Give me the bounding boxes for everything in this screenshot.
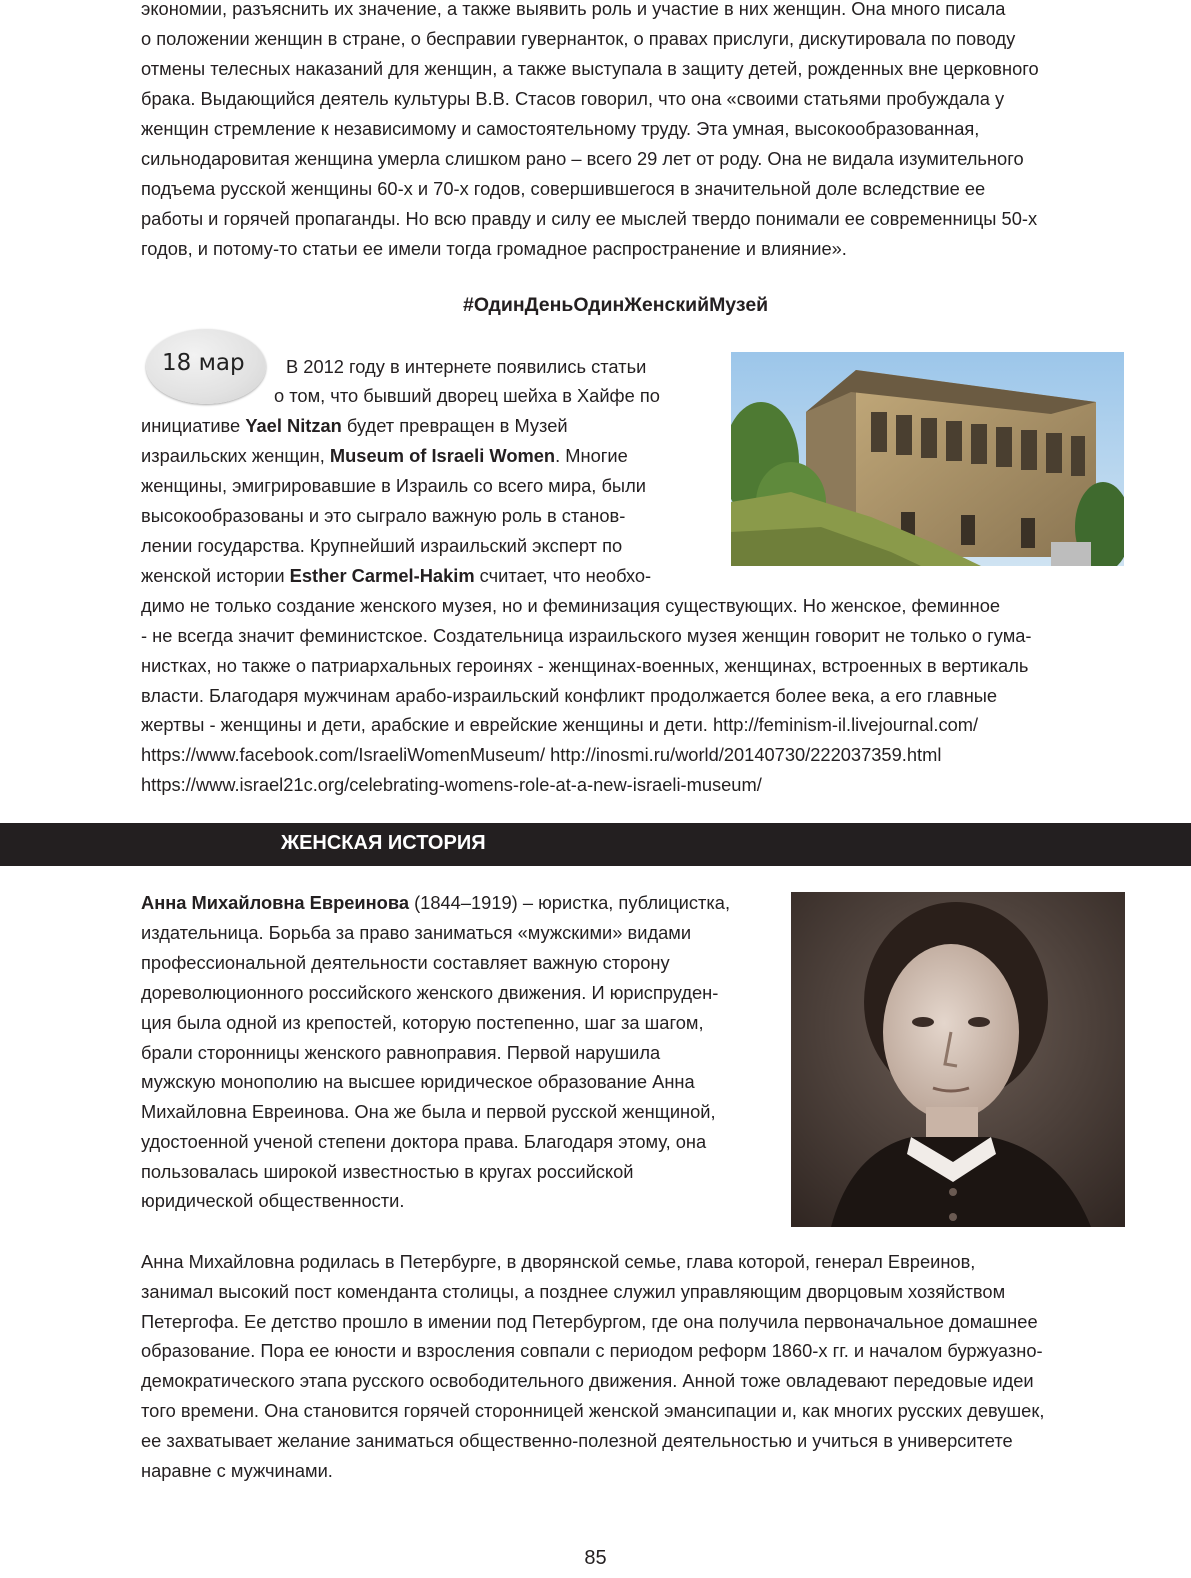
portrait-photo (791, 892, 1125, 1227)
page-number: 85 (584, 1547, 607, 1569)
text-line: подъема русской женщины 60-х и 70-х годов, совершившегося в значительной доле вследствие ее (141, 178, 986, 199)
text-run: (1844–1919) – юристка, публицистка, (409, 892, 731, 913)
text-line: пользовалась широкой известностью в кругах российской (141, 1161, 634, 1182)
text-line: издательница. Борьба за право заниматься «мужскими» видами (141, 922, 692, 943)
text-run: считает, что необхо- (474, 565, 652, 586)
text-line (141, 892, 730, 914)
text-line: о положении женщин в стране, о бесправии гувернанток, о правах прислуги, дискутировала по поводу (141, 28, 1016, 49)
hashtag-heading: #ОдинДеньОдинЖенскийМузей (463, 294, 769, 316)
text-line: наравне с мужчинами. (141, 1460, 333, 1481)
text-run: . Многие (555, 445, 628, 466)
text-line: профессиональной деятельности составляет важную сторону (141, 952, 670, 973)
text-line: дореволюционного российского женского движения. И юриспруден- (141, 982, 719, 1003)
text-line: юридической общественности. (141, 1190, 405, 1211)
text-line: сильнодаровитая женщина умерла слишком рано – всего 29 лет от роду. Она не видала изумительного (141, 148, 1024, 169)
text-line (141, 415, 568, 437)
text-line: мужскую монополию на высшее юридическое образование Анна (141, 1071, 695, 1092)
text-run: инициативе (141, 415, 246, 436)
text-line: демократического этапа русского освободительного движения. Анной тоже овладевают передовые идеи (141, 1370, 1034, 1391)
text-line: о том, что бывший дворец шейха в Хайфе по (274, 385, 660, 406)
text-line: Петергофа. Ее детство прошло в имении под Петербургом, где она получила первоначальное домашнее (141, 1311, 1038, 1332)
museum-name: Museum of Israeli Women (329, 445, 556, 466)
text-line: В 2012 году в интернете появились статьи (286, 356, 647, 377)
text-line: https://www.israel21c.org/celebrating-womens-role-at-a-new-israeli-museum/ (141, 774, 762, 795)
text-line: удостоенной ученой степени доктора права. Благодаря этому, она (141, 1131, 707, 1152)
section-title: ЖЕНСКАЯ ИСТОРИЯ (281, 832, 486, 854)
person-name: Анна Михайловна Евреинова (141, 892, 410, 913)
text-line: отмены телесных наказаний для женщин, а также выступала в защиту детей, рожденных вне церковного (141, 58, 1039, 79)
text-line: женщин стремление к независимому и самостоятельному труду. Эта умная, высокообразованная, (141, 118, 980, 139)
text-line: того времени. Она становится горячей сторонницей женской эмансипации и, как многих русских девушек, (141, 1400, 1045, 1421)
text-run: будет превращен в Музей (341, 415, 568, 436)
text-line: жертвы - женщины и дети, арабские и еврейские женщины и дети. http://feminism-il.livejournal.com/ (141, 714, 979, 735)
section-header-bar (0, 823, 1191, 866)
text-line: власти. Благодаря мужчинам арабо-израильский конфликт продолжается более века, а его главные (141, 685, 998, 706)
text-line: занимал высокий пост коменданта столицы, а позднее служил управляющим дворцовым хозяйством (141, 1281, 1006, 1302)
person-name: Yael Nitzan (245, 415, 342, 436)
text-line: ция была одной из крепостей, которую постепенно, шаг за шагом, (141, 1012, 704, 1033)
museum-building-photo (731, 352, 1124, 566)
text-line: годов, и потому-то статьи ее имели тогда громадное распространение и влияние». (141, 238, 847, 259)
text-line: Анна Михайловна родилась в Петербурге, в дворянской семье, глава которой, генерал Евреинов, (141, 1251, 976, 1272)
text-line: высокообразованы и это сыграло важную роль в станов- (141, 505, 626, 526)
text-line: димо не только создание женского музея, но и феминизация существующих. Но женское, феминное (141, 595, 1001, 616)
text-line (141, 565, 651, 587)
text-line (141, 445, 628, 467)
text-line: нистках, но также о патриархальных героинях - женщинах-военных, женщинах, встроенных в вертикаль (141, 655, 1029, 676)
text-line: работы и горячей пропаганды. Но всю правду и силу ее мыслей твердо понимали ее современницы 50-х (141, 208, 1038, 229)
text-line: https://www.facebook.com/IsraeliWomenMuseum/ http://inosmi.ru/world/20140730/222037359.html (141, 744, 942, 765)
text-line: Михайловна Евреинова. Она же была и первой русской женщиной, (141, 1101, 716, 1122)
text-line: - не всегда значит феминистское. Создательница израильского музея женщин говорит не только о гума- (141, 625, 1032, 646)
text-line: женщины, эмигрировавшие в Израиль со всего мира, были (141, 475, 646, 496)
text-line: образование. Пора ее юности и взросления совпали с периодом реформ 1860-х гг. и началом буржуазно- (141, 1340, 1043, 1361)
date-label: 18 мар (162, 350, 245, 376)
person-name: Esther Carmel-Hakim (289, 565, 475, 586)
text-line: экономии, разъяснить их значение, а также выявить роль и участие в них женщин. Она много писала (141, 0, 1006, 19)
text-line: брали сторонницы женского равноправия. Первой нарушила (141, 1042, 661, 1063)
text-line: брака. Выдающийся деятель культуры В.В. Стасов говорил, что она «своими статьями пробуждала у (141, 88, 1005, 109)
text-line: лении государства. Крупнейший израильский эксперт по (141, 535, 623, 556)
text-run: израильских женщин, (141, 445, 330, 466)
text-run: женской истории (141, 565, 290, 586)
text-line: ее захватывает желание заниматься общественно-полезной деятельностью и учиться в университете (141, 1430, 1013, 1451)
